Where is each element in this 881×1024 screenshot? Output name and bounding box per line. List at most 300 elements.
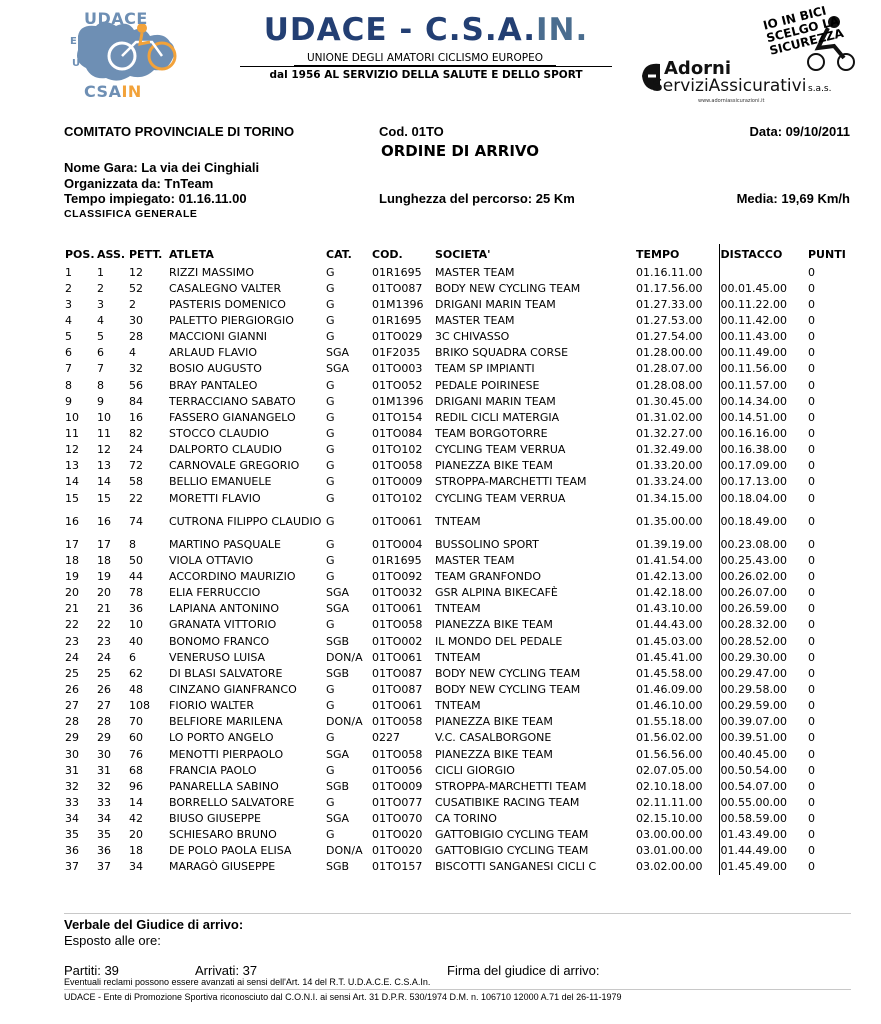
table-row (64, 474, 854, 490)
cell-societa: REDIL CICLI MATERGIA (435, 410, 560, 424)
cell-pett: 10 (129, 618, 143, 632)
cell-pett: 40 (129, 634, 143, 648)
cell-ass: 21 (97, 602, 111, 616)
cell-cat: G (326, 514, 335, 528)
cell-tempo: 01.45.58.00 (636, 666, 703, 680)
partiti-count: Partiti: 39 (64, 963, 119, 978)
cell-cat: G (326, 537, 335, 551)
cell-pos: 37 (65, 860, 79, 874)
cell-ass: 9 (97, 394, 104, 408)
cell-punti: 0 (808, 731, 815, 745)
cell-societa: DRIGANI MARIN TEAM (435, 394, 556, 408)
footer-divider-2 (64, 989, 851, 990)
cell-pett: 16 (129, 410, 143, 424)
cell-atleta: BOSIO AUGUSTO (169, 362, 262, 376)
cell-cod: 01TO029 (372, 330, 423, 344)
cell-cod: 01M1396 (372, 394, 424, 408)
cell-ass: 4 (97, 313, 104, 327)
cell-tempo: 01.56.56.00 (636, 747, 703, 761)
cell-tempo: 01.46.09.00 (636, 682, 703, 696)
table-row (64, 490, 854, 506)
cell-punti: 0 (808, 553, 815, 567)
cell-pett: 60 (129, 731, 143, 745)
cell-distacco: 00.29.30.00 (719, 649, 807, 665)
cell-pos: 33 (65, 795, 79, 809)
table-row (64, 633, 854, 649)
cell-pett: 84 (129, 394, 143, 408)
reclami-note: Eventuali reclami possono essere avanzati ai sensi dell'Art. 14 del R.T. U.D.A.C.E. C.S.A.In. (64, 977, 431, 987)
cell-cod: 01TO056 (372, 763, 423, 777)
average-speed: Media: 19,69 Km/h (736, 191, 850, 206)
cell-cat: G (326, 443, 335, 457)
cell-pos: 6 (65, 346, 72, 360)
cell-atleta: BELLIO EMANUELE (169, 475, 272, 489)
cell-distacco: 00.17.09.00 (719, 458, 807, 474)
cell-pett: 32 (129, 362, 143, 376)
cell-pos: 25 (65, 666, 79, 680)
cell-distacco: 00.11.22.00 (719, 296, 807, 312)
cell-punti: 0 (808, 586, 815, 600)
table-row (64, 730, 854, 746)
cell-societa: CUSATIBIKE RACING TEAM (435, 795, 580, 809)
cell-cat: G (326, 459, 335, 473)
cell-atleta: BONOMO FRANCO (169, 634, 270, 648)
cell-ass: 32 (97, 779, 111, 793)
table-row (64, 409, 854, 425)
cell-punti: 0 (808, 330, 815, 344)
cell-pett: 18 (129, 844, 143, 858)
cell-pett: 96 (129, 779, 143, 793)
results-table (64, 244, 854, 875)
cell-societa: CYCLING TEAM VERRUA (435, 491, 566, 505)
cell-ass: 37 (97, 860, 111, 874)
cell-pos: 32 (65, 779, 79, 793)
cell-distacco: 00.50.54.00 (719, 762, 807, 778)
cell-pett: 24 (129, 443, 143, 457)
cell-societa: DRIGANI MARIN TEAM (435, 297, 556, 311)
cell-distacco: 00.16.38.00 (719, 442, 807, 458)
cell-cod: 01TO058 (372, 618, 423, 632)
cell-atleta: BORRELLO SALVATORE (169, 795, 295, 809)
cell-cat: SGB (326, 860, 350, 874)
cell-pett: 108 (129, 699, 150, 713)
cell-punti: 0 (808, 265, 815, 279)
cell-ass: 27 (97, 699, 111, 713)
cell-tempo: 01.28.00.00 (636, 346, 703, 360)
cell-societa: BODY NEW CYCLING TEAM (435, 682, 581, 696)
cell-cat: G (326, 682, 335, 696)
cell-ass: 29 (97, 731, 111, 745)
cell-ass: 11 (97, 426, 111, 440)
cell-pett: 20 (129, 828, 143, 842)
cell-punti: 0 (808, 297, 815, 311)
cell-tempo: 02.11.11.00 (636, 795, 703, 809)
cell-distacco: 00.58.59.00 (719, 811, 807, 827)
cell-societa: CA TORINO (435, 812, 497, 826)
cell-pett: 50 (129, 553, 143, 567)
table-row (64, 811, 854, 827)
cell-tempo: 01.27.54.00 (636, 330, 703, 344)
svg-text:E: E (70, 36, 77, 47)
table-row (64, 312, 854, 328)
cell-punti: 0 (808, 666, 815, 680)
cell-punti: 0 (808, 281, 815, 295)
sponsor-brand-services: ServiziAssicurativi (652, 76, 807, 96)
cell-pett: 70 (129, 715, 143, 729)
cell-distacco: 00.14.34.00 (719, 393, 807, 409)
cell-ass: 35 (97, 828, 111, 842)
cell-atleta: DI BLASI SALVATORE (169, 666, 283, 680)
table-row (64, 827, 854, 843)
cell-societa: PIANEZZA BIKE TEAM (435, 459, 553, 473)
cell-ass: 36 (97, 844, 111, 858)
cell-tempo: 01.44.43.00 (636, 618, 703, 632)
cell-distacco: 01.43.49.00 (719, 827, 807, 843)
cell-ass: 26 (97, 682, 111, 696)
cell-ass: 20 (97, 586, 111, 600)
cell-cat: SGA (326, 346, 350, 360)
cell-punti: 0 (808, 443, 815, 457)
cell-societa: TEAM GRANFONDO (435, 569, 541, 583)
cell-cat: SGA (326, 586, 350, 600)
cell-tempo: 02.15.10.00 (636, 812, 703, 826)
cell-pos: 29 (65, 731, 79, 745)
cell-ass: 7 (97, 362, 104, 376)
cell-pett: 48 (129, 682, 143, 696)
cell-punti: 0 (808, 475, 815, 489)
cell-ass: 24 (97, 650, 111, 664)
table-row (64, 377, 854, 393)
cell-distacco: 00.23.08.00 (719, 536, 807, 552)
cell-punti: 0 (808, 514, 815, 528)
cell-societa: MASTER TEAM (435, 313, 515, 327)
cell-atleta: PALETTO PIERGIORGIO (169, 313, 294, 327)
cell-ass: 3 (97, 297, 104, 311)
cell-societa: TEAM BORGOTORRE (435, 426, 548, 440)
cell-punti: 0 (808, 491, 815, 505)
cell-punti: 0 (808, 618, 815, 632)
cell-pett: 8 (129, 537, 136, 551)
cell-tempo: 01.45.03.00 (636, 634, 703, 648)
cell-pett: 42 (129, 812, 143, 826)
organization-title (232, 12, 620, 48)
cell-cat: G (326, 394, 335, 408)
table-row (64, 681, 854, 697)
cell-cod: 01TO002 (372, 634, 423, 648)
cell-tempo: 01.31.02.00 (636, 410, 703, 424)
cell-cod: 01TO102 (372, 443, 423, 457)
logo-in-part: IN (121, 82, 142, 101)
cell-cod: 01TO102 (372, 491, 423, 505)
cell-pos: 31 (65, 763, 79, 777)
cell-pos: 35 (65, 828, 79, 842)
col-punti: PUNTI (808, 247, 846, 261)
cell-cod: 01TO087 (372, 666, 423, 680)
cell-pett: 6 (129, 650, 136, 664)
cell-cat: SGA (326, 362, 350, 376)
cell-punti: 0 (808, 313, 815, 327)
cell-pos: 17 (65, 537, 79, 551)
cell-tempo: 01.28.07.00 (636, 362, 703, 376)
cell-punti: 0 (808, 569, 815, 583)
cell-pos: 23 (65, 634, 79, 648)
cell-distacco: 00.01.45.00 (719, 280, 807, 296)
cell-pos: 24 (65, 650, 79, 664)
col-atleta: ATLETA (169, 247, 214, 261)
cell-cod: 01TO058 (372, 747, 423, 761)
col-distacco: DISTACCO (719, 244, 807, 264)
cell-cod: 01R1695 (372, 313, 422, 327)
cell-pos: 18 (65, 553, 79, 567)
cell-pos: 28 (65, 715, 79, 729)
table-row (64, 762, 854, 778)
cell-ass: 10 (97, 410, 111, 424)
cell-pett: 82 (129, 426, 143, 440)
cell-pos: 34 (65, 812, 79, 826)
table-row (64, 585, 854, 601)
race-name: Nome Gara: La via dei Cinghiali (64, 160, 260, 175)
cell-punti: 0 (808, 828, 815, 842)
cell-atleta: BRAY PANTALEO (169, 378, 258, 392)
cell-atleta: FASSERO GIANANGELO (169, 410, 296, 424)
sponsor-sas: s.a.s. (808, 84, 832, 94)
cell-cod: 0227 (372, 731, 400, 745)
cell-cat: G (326, 265, 335, 279)
table-row (64, 746, 854, 762)
cell-distacco: 00.40.45.00 (719, 746, 807, 762)
cell-pos: 9 (65, 394, 72, 408)
cell-atleta: VIOLA OTTAVIO (169, 553, 254, 567)
esposto-label: Esposto alle ore: (64, 933, 161, 948)
table-row (64, 536, 854, 552)
title-main: UDACE - C.S.A. (263, 12, 536, 48)
cell-cod: 01TO061 (372, 650, 423, 664)
organization-subtitle: UNIONE DEGLI AMATORI CICLISMO EUROPEO (294, 52, 556, 66)
cell-atleta: MENOTTI PIERPAOLO (169, 747, 284, 761)
cell-cat: G (326, 491, 335, 505)
cell-tempo: 02.07.05.00 (636, 763, 703, 777)
cell-societa: MASTER TEAM (435, 265, 515, 279)
cell-cat: SGB (326, 634, 350, 648)
cell-atleta: CINZANO GIANFRANCO (169, 682, 297, 696)
cell-societa: TNTEAM (435, 602, 481, 616)
cell-ass: 12 (97, 443, 111, 457)
cell-punti: 0 (808, 779, 815, 793)
cell-distacco: 00.29.47.00 (719, 665, 807, 681)
cell-atleta: DE POLO PAOLA ELISA (169, 844, 292, 858)
cell-societa: BODY NEW CYCLING TEAM (435, 281, 581, 295)
table-row (64, 649, 854, 665)
course-length: Lunghezza del percorso: 25 Km (379, 191, 575, 206)
cell-cat: G (326, 330, 335, 344)
cell-pett: 28 (129, 330, 143, 344)
cell-cod: 01TO058 (372, 715, 423, 729)
cell-pett: 58 (129, 475, 143, 489)
cell-cod: 01TO020 (372, 844, 423, 858)
table-row (64, 568, 854, 584)
table-row (64, 280, 854, 296)
cell-ass: 14 (97, 475, 111, 489)
table-row (64, 296, 854, 312)
cell-distacco: 00.26.07.00 (719, 585, 807, 601)
cell-ass: 22 (97, 618, 111, 632)
ranking-label: CLASSIFICA GENERALE (64, 208, 198, 220)
cell-societa: MASTER TEAM (435, 553, 515, 567)
organization-header (232, 12, 620, 81)
cell-punti: 0 (808, 426, 815, 440)
table-row (64, 425, 854, 441)
cell-ass: 6 (97, 346, 104, 360)
cell-punti: 0 (808, 378, 815, 392)
cell-ass: 17 (97, 537, 111, 551)
table-row (64, 345, 854, 361)
cell-cod: 01TO052 (372, 378, 423, 392)
cell-tempo: 01.27.33.00 (636, 297, 703, 311)
cell-distacco: 00.39.51.00 (719, 730, 807, 746)
cell-ass: 34 (97, 812, 111, 826)
cell-pos: 4 (65, 313, 72, 327)
cell-pos: 26 (65, 682, 79, 696)
cell-punti: 0 (808, 602, 815, 616)
cell-pos: 2 (65, 281, 72, 295)
cell-punti: 0 (808, 795, 815, 809)
cell-cod: 01TO070 (372, 812, 423, 826)
cell-societa: GSR ALPINA BIKECAFÈ (435, 586, 558, 600)
cell-punti: 0 (808, 682, 815, 696)
cell-pos: 19 (65, 569, 79, 583)
sponsor-slogan: IO IN BICI SCELGO LA SICUREZZA (761, 3, 845, 58)
cell-ass: 25 (97, 666, 111, 680)
col-cat: CAT. (326, 247, 352, 261)
cell-societa: TNTEAM (435, 650, 481, 664)
cell-pett: 74 (129, 514, 143, 528)
cell-tempo: 01.45.41.00 (636, 650, 703, 664)
cell-societa: TNTEAM (435, 514, 481, 528)
cell-punti: 0 (808, 747, 815, 761)
cell-atleta: CARNOVALE GREGORIO (169, 459, 300, 473)
cell-cat: G (326, 699, 335, 713)
sponsor-brand: Adorni (664, 58, 732, 79)
table-row (64, 552, 854, 568)
cell-atleta: LO PORTO ANGELO (169, 731, 274, 745)
cell-distacco: 00.18.49.00 (719, 506, 807, 536)
cell-tempo: 01.56.02.00 (636, 731, 703, 745)
cell-cat: DON/A (326, 650, 363, 664)
cell-atleta: PANARELLA SABINO (169, 779, 279, 793)
cell-distacco: 00.25.43.00 (719, 552, 807, 568)
cell-atleta: CUTRONA FILIPPO CLAUDIO (169, 514, 322, 528)
cell-cat: SGA (326, 747, 350, 761)
cell-ass: 13 (97, 459, 111, 473)
cell-pos: 3 (65, 297, 72, 311)
cell-cod: 01TO084 (372, 426, 423, 440)
cell-tempo: 01.41.54.00 (636, 553, 703, 567)
cell-pett: 62 (129, 666, 143, 680)
cell-pett: 12 (129, 265, 143, 279)
cell-cod: 01TO077 (372, 795, 423, 809)
cell-societa: PEDALE POIRINESE (435, 378, 540, 392)
cell-tempo: 03.01.00.00 (636, 844, 703, 858)
cell-cod: 01TO004 (372, 537, 423, 551)
cell-cat: G (326, 313, 335, 327)
cell-pos: 30 (65, 747, 79, 761)
cell-tempo: 01.42.13.00 (636, 569, 703, 583)
cell-cat: G (326, 828, 335, 842)
cell-atleta: PASTERIS DOMENICO (169, 297, 286, 311)
cell-societa: IL MONDO DEL PEDALE (435, 634, 563, 648)
cell-tempo: 01.46.10.00 (636, 699, 703, 713)
cell-pos: 20 (65, 586, 79, 600)
cell-societa: BUSSOLINO SPORT (435, 537, 539, 551)
cell-societa: TNTEAM (435, 699, 481, 713)
cell-ass: 31 (97, 763, 111, 777)
cell-pos: 22 (65, 618, 79, 632)
organization-tagline: dal 1956 AL SERVIZIO DELLA SALUTE E DELLO SPORT (240, 66, 612, 81)
cell-cod: 01TO087 (372, 682, 423, 696)
cell-tempo: 01.32.49.00 (636, 443, 703, 457)
cell-distacco: 00.26.59.00 (719, 601, 807, 617)
cell-pett: 76 (129, 747, 143, 761)
table-row (64, 442, 854, 458)
cell-atleta: FIORIO WALTER (169, 699, 254, 713)
firma-label: Firma del giudice di arrivo: (447, 963, 600, 978)
cell-cat: G (326, 553, 335, 567)
cell-distacco (719, 264, 807, 280)
cell-distacco: 00.14.51.00 (719, 409, 807, 425)
cell-pett: 78 (129, 586, 143, 600)
cell-pett: 22 (129, 491, 143, 505)
table-row (64, 843, 854, 859)
cell-tempo: 03.02.00.00 (636, 860, 703, 874)
cell-cod: 01R1695 (372, 553, 422, 567)
cell-distacco: 00.16.16.00 (719, 425, 807, 441)
cell-punti: 0 (808, 634, 815, 648)
cell-ass: 15 (97, 491, 111, 505)
cell-atleta: MACCIONI GIANNI (169, 330, 268, 344)
cell-cod: 01R1695 (372, 265, 422, 279)
cell-pett: 36 (129, 602, 143, 616)
cell-ass: 18 (97, 553, 111, 567)
cell-ass: 8 (97, 378, 104, 392)
table-row (64, 714, 854, 730)
committee-label: COMITATO PROVINCIALE DI TORINO (64, 124, 295, 139)
cell-ass: 2 (97, 281, 104, 295)
cell-cat: G (326, 426, 335, 440)
cell-atleta: STOCCO CLAUDIO (169, 426, 269, 440)
cell-atleta: ARLAUD FLAVIO (169, 346, 258, 360)
cell-cat: SGB (326, 779, 350, 793)
cell-tempo: 01.33.24.00 (636, 475, 703, 489)
cell-punti: 0 (808, 459, 815, 473)
race-time: Tempo impiegato: 01.16.11.00 (64, 191, 247, 206)
cell-punti: 0 (808, 844, 815, 858)
cell-punti: 0 (808, 410, 815, 424)
cell-pett: 14 (129, 795, 143, 809)
cell-atleta: GRANATA VITTORIO (169, 618, 277, 632)
table-header-row (64, 244, 854, 264)
cell-distacco: 00.17.13.00 (719, 474, 807, 490)
cell-pos: 27 (65, 699, 79, 713)
col-ass: ASS. (97, 247, 126, 261)
cell-cat: G (326, 731, 335, 745)
table-row (64, 601, 854, 617)
cell-pos: 1 (65, 265, 72, 279)
cell-tempo: 01.35.00.00 (636, 514, 703, 528)
cell-punti: 0 (808, 537, 815, 551)
cell-atleta: VENERUSO LUISA (169, 650, 266, 664)
cell-societa: BODY NEW CYCLING TEAM (435, 666, 581, 680)
table-row (64, 859, 854, 875)
